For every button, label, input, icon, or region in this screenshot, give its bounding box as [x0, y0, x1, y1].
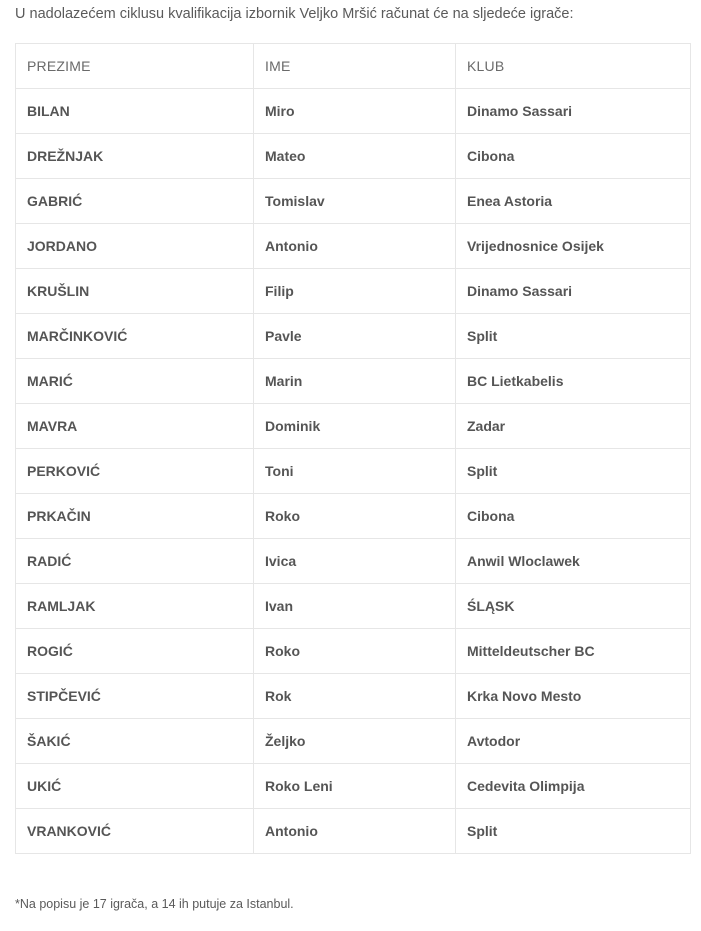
cell-klub: Mitteldeutscher BC [456, 629, 691, 674]
cell-klub: Avtodor [456, 719, 691, 764]
cell-ime: Rok [254, 674, 456, 719]
cell-klub: Zadar [456, 404, 691, 449]
cell-prezime: MARČINKOVIĆ [16, 314, 254, 359]
cell-ime: Mateo [254, 134, 456, 179]
table-row [16, 584, 691, 629]
cell-prezime: MARIĆ [16, 359, 254, 404]
cell-klub: Anwil Wloclawek [456, 539, 691, 584]
table-row [16, 404, 691, 449]
cell-klub: Cibona [456, 134, 691, 179]
cell-klub: Krka Novo Mesto [456, 674, 691, 719]
table-row [16, 494, 691, 539]
cell-prezime: KRUŠLIN [16, 269, 254, 314]
cell-klub: Split [456, 449, 691, 494]
cell-ime: Filip [254, 269, 456, 314]
table-header-row [16, 44, 691, 89]
cell-prezime: PRKAČIN [16, 494, 254, 539]
header-klub: KLUB [456, 44, 691, 89]
cell-klub: Enea Astoria [456, 179, 691, 224]
table-row [16, 134, 691, 179]
cell-prezime: PERKOVIĆ [16, 449, 254, 494]
cell-ime: Miro [254, 89, 456, 134]
cell-prezime: RAMLJAK [16, 584, 254, 629]
players-table [15, 43, 691, 854]
cell-ime: Ivica [254, 539, 456, 584]
cell-prezime: ROGIĆ [16, 629, 254, 674]
cell-prezime: GABRIĆ [16, 179, 254, 224]
cell-prezime: MAVRA [16, 404, 254, 449]
cell-prezime: ŠAKIĆ [16, 719, 254, 764]
cell-klub: Dinamo Sassari [456, 89, 691, 134]
table-row [16, 449, 691, 494]
cell-ime: Željko [254, 719, 456, 764]
cell-ime: Roko [254, 494, 456, 539]
table-row [16, 809, 691, 854]
table-row [16, 314, 691, 359]
cell-prezime: BILAN [16, 89, 254, 134]
cell-klub: Split [456, 809, 691, 854]
cell-ime: Marin [254, 359, 456, 404]
cell-prezime: DREŽNJAK [16, 134, 254, 179]
cell-prezime: RADIĆ [16, 539, 254, 584]
table-row [16, 539, 691, 584]
footnote: *Na popisu je 17 igrača, a 14 ih putuje za Istanbul. [15, 897, 294, 911]
cell-ime: Toni [254, 449, 456, 494]
cell-ime: Pavle [254, 314, 456, 359]
header-ime: IME [254, 44, 456, 89]
table-row [16, 359, 691, 404]
cell-ime: Dominik [254, 404, 456, 449]
intro-text: U nadolazećem ciklusu kvalifikacija izbornik Veljko Mršić računat će na sljedeće igrače: [15, 6, 574, 22]
table-row [16, 674, 691, 719]
cell-prezime: UKIĆ [16, 764, 254, 809]
cell-ime: Ivan [254, 584, 456, 629]
cell-klub: Dinamo Sassari [456, 269, 691, 314]
cell-ime: Antonio [254, 224, 456, 269]
table-row [16, 224, 691, 269]
cell-klub: Vrijednosnice Osijek [456, 224, 691, 269]
table-row [16, 764, 691, 809]
cell-ime: Tomislav [254, 179, 456, 224]
cell-klub: ŚLĄSK [456, 584, 691, 629]
cell-ime: Antonio [254, 809, 456, 854]
table-row [16, 179, 691, 224]
cell-klub: Cibona [456, 494, 691, 539]
table-row [16, 89, 691, 134]
cell-klub: BC Lietkabelis [456, 359, 691, 404]
table-row [16, 629, 691, 674]
table-row [16, 719, 691, 764]
table-row [16, 269, 691, 314]
cell-ime: Roko Leni [254, 764, 456, 809]
header-prezime: PREZIME [16, 44, 254, 89]
cell-klub: Split [456, 314, 691, 359]
cell-prezime: STIPČEVIĆ [16, 674, 254, 719]
cell-klub: Cedevita Olimpija [456, 764, 691, 809]
cell-prezime: JORDANO [16, 224, 254, 269]
cell-ime: Roko [254, 629, 456, 674]
cell-prezime: VRANKOVIĆ [16, 809, 254, 854]
